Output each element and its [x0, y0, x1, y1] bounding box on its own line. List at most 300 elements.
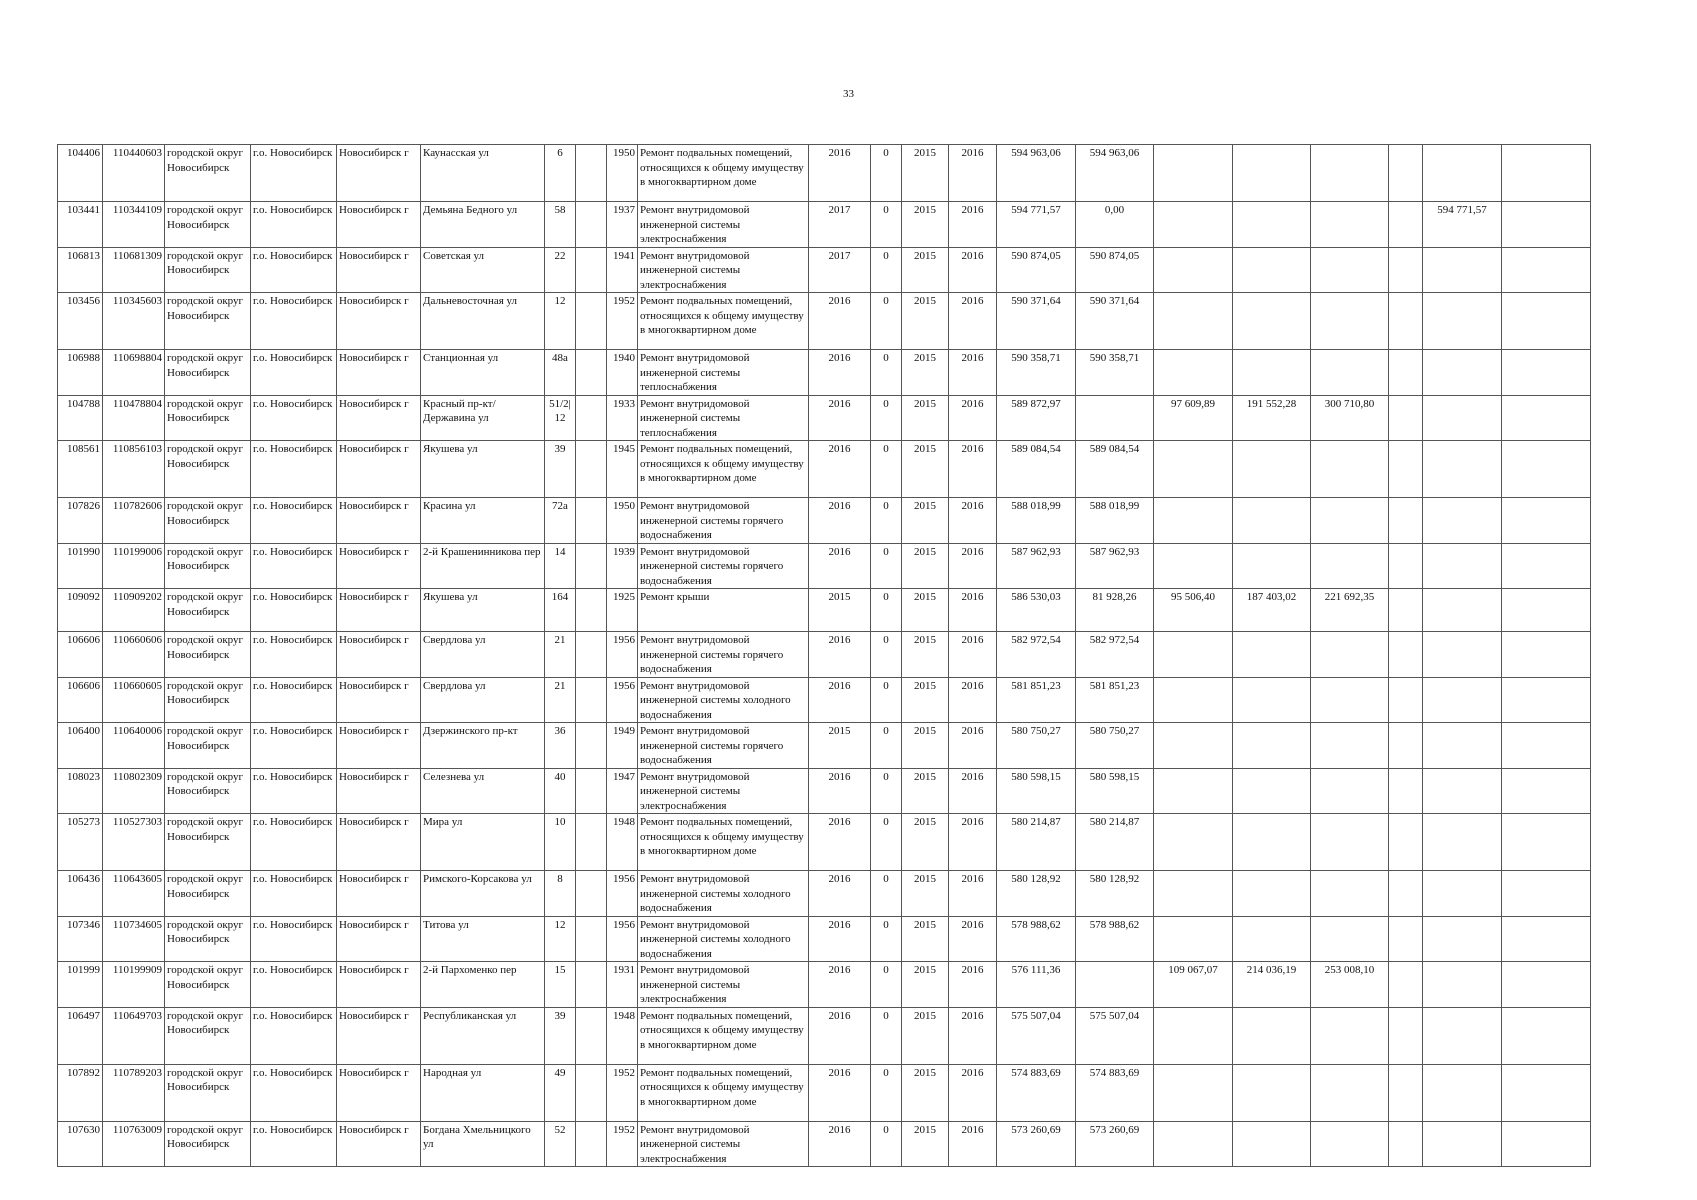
- cell-col-21: [1423, 145, 1502, 202]
- cell-col-10: Ремонт подвальных помещений, относящихся к общему имуществу в многоквартирном доме: [638, 1007, 809, 1064]
- cell-col-7: 36: [545, 723, 576, 769]
- cell-col-15: 580 750,27: [997, 723, 1076, 769]
- cell-col-11: 2016: [809, 1007, 871, 1064]
- cell-col-8: [576, 1007, 607, 1064]
- cell-col-11: 2016: [809, 293, 871, 350]
- cell-col-7: 21: [545, 677, 576, 723]
- cell-col-1: 107346: [58, 916, 103, 962]
- cell-col-7: 164: [545, 589, 576, 632]
- cell-col-17: [1154, 1064, 1233, 1121]
- cell-col-7: 52: [545, 1121, 576, 1167]
- cell-col-13: 2015: [902, 871, 949, 917]
- table-row: [58, 723, 1591, 769]
- cell-col-2: 110649703: [103, 1007, 165, 1064]
- cell-col-10: Ремонт внутридомовой инженерной системы горячего водоснабжения: [638, 543, 809, 589]
- cell-col-2: 110527303: [103, 814, 165, 871]
- cell-col-2: 110199006: [103, 543, 165, 589]
- cell-col-12: 0: [871, 871, 902, 917]
- cell-col-1: 108561: [58, 441, 103, 498]
- cell-col-1: 106606: [58, 632, 103, 678]
- table-row: [58, 871, 1591, 917]
- cell-col-5: Новосибирск г: [337, 247, 421, 293]
- cell-col-6: Римского-Корсакова ул: [421, 871, 545, 917]
- cell-col-13: 2015: [902, 962, 949, 1008]
- cell-col-22: [1502, 350, 1591, 396]
- cell-col-4: г.о. Новосибирск: [251, 247, 337, 293]
- cell-col-15: 581 851,23: [997, 677, 1076, 723]
- cell-col-4: г.о. Новосибирск: [251, 543, 337, 589]
- cell-col-8: [576, 589, 607, 632]
- cell-col-19: [1311, 441, 1389, 498]
- cell-col-19: [1311, 247, 1389, 293]
- cell-col-17: [1154, 1007, 1233, 1064]
- cell-col-10: Ремонт внутридомовой инженерной системы горячего водоснабжения: [638, 498, 809, 544]
- cell-col-2: 110643605: [103, 871, 165, 917]
- cell-col-2: 110640006: [103, 723, 165, 769]
- cell-col-15: 582 972,54: [997, 632, 1076, 678]
- cell-col-15: 580 214,87: [997, 814, 1076, 871]
- cell-col-11: 2016: [809, 632, 871, 678]
- cell-col-11: 2015: [809, 589, 871, 632]
- cell-col-19: 221 692,35: [1311, 589, 1389, 632]
- cell-col-17: [1154, 145, 1233, 202]
- cell-col-18: [1233, 247, 1311, 293]
- cell-col-10: Ремонт подвальных помещений, относящихся к общему имуществу в многоквартирном доме: [638, 441, 809, 498]
- cell-col-12: 0: [871, 498, 902, 544]
- cell-col-4: г.о. Новосибирск: [251, 632, 337, 678]
- cell-col-20: [1389, 962, 1423, 1008]
- cell-col-4: г.о. Новосибирск: [251, 1121, 337, 1167]
- table-row: [58, 293, 1591, 350]
- cell-col-15: 575 507,04: [997, 1007, 1076, 1064]
- cell-col-4: г.о. Новосибирск: [251, 871, 337, 917]
- cell-col-9: 1925: [607, 589, 638, 632]
- cell-col-15: 589 084,54: [997, 441, 1076, 498]
- cell-col-9: 1956: [607, 632, 638, 678]
- cell-col-16: [1076, 395, 1154, 441]
- table-row: [58, 916, 1591, 962]
- cell-col-15: 594 963,06: [997, 145, 1076, 202]
- cell-col-17: 95 506,40: [1154, 589, 1233, 632]
- cell-col-4: г.о. Новосибирск: [251, 145, 337, 202]
- cell-col-17: [1154, 814, 1233, 871]
- cell-col-7: 72а: [545, 498, 576, 544]
- cell-col-22: [1502, 871, 1591, 917]
- cell-col-18: 187 403,02: [1233, 589, 1311, 632]
- cell-col-9: 1940: [607, 350, 638, 396]
- cell-col-13: 2015: [902, 814, 949, 871]
- cell-col-6: Красный пр-кт/Державина ул: [421, 395, 545, 441]
- cell-col-21: [1423, 916, 1502, 962]
- cell-col-20: [1389, 814, 1423, 871]
- cell-col-11: 2016: [809, 350, 871, 396]
- cell-col-9: 1949: [607, 723, 638, 769]
- cell-col-6: Республиканская ул: [421, 1007, 545, 1064]
- cell-col-3: городской округ Новосибирск: [165, 543, 251, 589]
- cell-col-21: [1423, 498, 1502, 544]
- cell-col-9: 1939: [607, 543, 638, 589]
- cell-col-12: 0: [871, 202, 902, 248]
- cell-col-17: [1154, 350, 1233, 396]
- cell-col-4: г.о. Новосибирск: [251, 441, 337, 498]
- cell-col-17: [1154, 202, 1233, 248]
- cell-col-8: [576, 350, 607, 396]
- cell-col-20: [1389, 543, 1423, 589]
- cell-col-4: г.о. Новосибирск: [251, 723, 337, 769]
- cell-col-20: [1389, 768, 1423, 814]
- cell-col-4: г.о. Новосибирск: [251, 202, 337, 248]
- cell-col-14: 2016: [949, 543, 997, 589]
- cell-col-14: 2016: [949, 1121, 997, 1167]
- cell-col-22: [1502, 677, 1591, 723]
- cell-col-11: 2016: [809, 768, 871, 814]
- cell-col-15: 578 988,62: [997, 916, 1076, 962]
- cell-col-12: 0: [871, 723, 902, 769]
- cell-col-15: 580 598,15: [997, 768, 1076, 814]
- cell-col-2: 110478804: [103, 395, 165, 441]
- cell-col-7: 10: [545, 814, 576, 871]
- cell-col-15: 590 358,71: [997, 350, 1076, 396]
- cell-col-1: 104788: [58, 395, 103, 441]
- cell-col-19: [1311, 1007, 1389, 1064]
- cell-col-22: [1502, 202, 1591, 248]
- cell-col-11: 2016: [809, 1064, 871, 1121]
- cell-col-12: 0: [871, 1121, 902, 1167]
- cell-col-9: 1950: [607, 498, 638, 544]
- table-row: [58, 543, 1591, 589]
- cell-col-7: 8: [545, 871, 576, 917]
- cell-col-17: [1154, 441, 1233, 498]
- cell-col-17: [1154, 543, 1233, 589]
- cell-col-7: 6: [545, 145, 576, 202]
- cell-col-16: 587 962,93: [1076, 543, 1154, 589]
- cell-col-14: 2016: [949, 632, 997, 678]
- cell-col-16: 573 260,69: [1076, 1121, 1154, 1167]
- cell-col-12: 0: [871, 768, 902, 814]
- cell-col-9: 1937: [607, 202, 638, 248]
- cell-col-2: 110782606: [103, 498, 165, 544]
- cell-col-12: 0: [871, 350, 902, 396]
- table-row: [58, 1121, 1591, 1167]
- cell-col-10: Ремонт подвальных помещений, относящихся к общему имуществу в многоквартирном доме: [638, 145, 809, 202]
- cell-col-3: городской округ Новосибирск: [165, 1007, 251, 1064]
- cell-col-9: 1952: [607, 1121, 638, 1167]
- cell-col-1: 106988: [58, 350, 103, 396]
- cell-col-16: 580 128,92: [1076, 871, 1154, 917]
- table-row: [58, 1007, 1591, 1064]
- cell-col-19: [1311, 677, 1389, 723]
- cell-col-20: [1389, 723, 1423, 769]
- cell-col-11: 2016: [809, 871, 871, 917]
- cell-col-20: [1389, 916, 1423, 962]
- cell-col-5: Новосибирск г: [337, 962, 421, 1008]
- cell-col-18: [1233, 441, 1311, 498]
- cell-col-6: Мира ул: [421, 814, 545, 871]
- cell-col-8: [576, 498, 607, 544]
- cell-col-5: Новосибирск г: [337, 589, 421, 632]
- cell-col-14: 2016: [949, 441, 997, 498]
- cell-col-6: Дзержинского пр-кт: [421, 723, 545, 769]
- cell-col-18: [1233, 293, 1311, 350]
- cell-col-13: 2015: [902, 293, 949, 350]
- cell-col-19: [1311, 768, 1389, 814]
- cell-col-19: [1311, 293, 1389, 350]
- cell-col-17: 97 609,89: [1154, 395, 1233, 441]
- cell-col-10: Ремонт внутридомовой инженерной системы электроснабжения: [638, 202, 809, 248]
- cell-col-2: 110440603: [103, 145, 165, 202]
- cell-col-20: [1389, 145, 1423, 202]
- cell-col-22: [1502, 1064, 1591, 1121]
- cell-col-22: [1502, 723, 1591, 769]
- cell-col-12: 0: [871, 916, 902, 962]
- cell-col-19: 300 710,80: [1311, 395, 1389, 441]
- cell-col-22: [1502, 1121, 1591, 1167]
- cell-col-6: Советская ул: [421, 247, 545, 293]
- cell-col-14: 2016: [949, 350, 997, 396]
- cell-col-10: Ремонт внутридомовой инженерной системы электроснабжения: [638, 247, 809, 293]
- cell-col-11: 2016: [809, 498, 871, 544]
- cell-col-3: городской округ Новосибирск: [165, 871, 251, 917]
- cell-col-9: 1948: [607, 1007, 638, 1064]
- cell-col-6: Каунасская ул: [421, 145, 545, 202]
- cell-col-6: 2-й Пархоменко пер: [421, 962, 545, 1008]
- cell-col-5: Новосибирск г: [337, 1064, 421, 1121]
- cell-col-1: 106606: [58, 677, 103, 723]
- cell-col-7: 12: [545, 293, 576, 350]
- cell-col-4: г.о. Новосибирск: [251, 768, 337, 814]
- cell-col-12: 0: [871, 589, 902, 632]
- cell-col-14: 2016: [949, 589, 997, 632]
- cell-col-12: 0: [871, 1064, 902, 1121]
- cell-col-13: 2015: [902, 677, 949, 723]
- cell-col-10: Ремонт подвальных помещений, относящихся к общему имуществу в многоквартирном доме: [638, 293, 809, 350]
- cell-col-14: 2016: [949, 498, 997, 544]
- cell-col-3: городской округ Новосибирск: [165, 247, 251, 293]
- cell-col-3: городской округ Новосибирск: [165, 1064, 251, 1121]
- table-row: [58, 632, 1591, 678]
- cell-col-2: 110789203: [103, 1064, 165, 1121]
- cell-col-8: [576, 145, 607, 202]
- cell-col-16: 0,00: [1076, 202, 1154, 248]
- cell-col-20: [1389, 498, 1423, 544]
- cell-col-12: 0: [871, 962, 902, 1008]
- cell-col-10: Ремонт внутридомовой инженерной системы теплоснабжения: [638, 395, 809, 441]
- cell-col-7: 51/2|12: [545, 395, 576, 441]
- cell-col-6: Дальневосточная ул: [421, 293, 545, 350]
- repair-registry-table: [57, 144, 1591, 1167]
- cell-col-8: [576, 293, 607, 350]
- table-row: [58, 350, 1591, 396]
- cell-col-18: [1233, 202, 1311, 248]
- cell-col-11: 2016: [809, 543, 871, 589]
- cell-col-7: 21: [545, 632, 576, 678]
- cell-col-9: 1956: [607, 916, 638, 962]
- cell-col-15: 573 260,69: [997, 1121, 1076, 1167]
- cell-col-11: 2015: [809, 723, 871, 769]
- cell-col-2: 110345603: [103, 293, 165, 350]
- cell-col-21: [1423, 677, 1502, 723]
- cell-col-4: г.о. Новосибирск: [251, 677, 337, 723]
- cell-col-1: 106400: [58, 723, 103, 769]
- cell-col-9: 1956: [607, 677, 638, 723]
- cell-col-8: [576, 543, 607, 589]
- cell-col-9: 1941: [607, 247, 638, 293]
- table-row: [58, 202, 1591, 248]
- cell-col-19: [1311, 632, 1389, 678]
- cell-col-3: городской округ Новосибирск: [165, 1121, 251, 1167]
- cell-col-20: [1389, 395, 1423, 441]
- cell-col-5: Новосибирск г: [337, 677, 421, 723]
- cell-col-17: [1154, 677, 1233, 723]
- cell-col-20: [1389, 1007, 1423, 1064]
- cell-col-5: Новосибирск г: [337, 871, 421, 917]
- table-row: [58, 441, 1591, 498]
- cell-col-3: городской округ Новосибирск: [165, 589, 251, 632]
- cell-col-18: [1233, 814, 1311, 871]
- cell-col-1: 107892: [58, 1064, 103, 1121]
- cell-col-22: [1502, 247, 1591, 293]
- cell-col-9: 1956: [607, 871, 638, 917]
- cell-col-19: [1311, 871, 1389, 917]
- cell-col-13: 2015: [902, 543, 949, 589]
- cell-col-18: [1233, 916, 1311, 962]
- cell-col-14: 2016: [949, 814, 997, 871]
- cell-col-13: 2015: [902, 395, 949, 441]
- cell-col-19: [1311, 202, 1389, 248]
- cell-col-9: 1931: [607, 962, 638, 1008]
- cell-col-16: 594 963,06: [1076, 145, 1154, 202]
- cell-col-9: 1952: [607, 293, 638, 350]
- cell-col-13: 2015: [902, 632, 949, 678]
- cell-col-21: [1423, 589, 1502, 632]
- table-row: [58, 962, 1591, 1008]
- cell-col-5: Новосибирск г: [337, 202, 421, 248]
- cell-col-16: 590 874,05: [1076, 247, 1154, 293]
- cell-col-22: [1502, 814, 1591, 871]
- cell-col-22: [1502, 395, 1591, 441]
- cell-col-20: [1389, 1064, 1423, 1121]
- cell-col-19: [1311, 498, 1389, 544]
- cell-col-8: [576, 916, 607, 962]
- cell-col-22: [1502, 962, 1591, 1008]
- cell-col-11: 2016: [809, 962, 871, 1008]
- cell-col-13: 2015: [902, 768, 949, 814]
- cell-col-14: 2016: [949, 145, 997, 202]
- cell-col-19: [1311, 916, 1389, 962]
- cell-col-6: Якушева ул: [421, 589, 545, 632]
- cell-col-22: [1502, 498, 1591, 544]
- cell-col-8: [576, 202, 607, 248]
- cell-col-4: г.о. Новосибирск: [251, 1007, 337, 1064]
- cell-col-5: Новосибирск г: [337, 350, 421, 396]
- cell-col-16: 580 214,87: [1076, 814, 1154, 871]
- cell-col-13: 2015: [902, 145, 949, 202]
- cell-col-4: г.о. Новосибирск: [251, 814, 337, 871]
- cell-col-16: 581 851,23: [1076, 677, 1154, 723]
- cell-col-14: 2016: [949, 723, 997, 769]
- cell-col-1: 103441: [58, 202, 103, 248]
- cell-col-4: г.о. Новосибирск: [251, 498, 337, 544]
- cell-col-3: городской округ Новосибирск: [165, 768, 251, 814]
- cell-col-5: Новосибирск г: [337, 543, 421, 589]
- cell-col-1: 107826: [58, 498, 103, 544]
- cell-col-8: [576, 814, 607, 871]
- cell-col-8: [576, 962, 607, 1008]
- cell-col-11: 2016: [809, 916, 871, 962]
- cell-col-8: [576, 247, 607, 293]
- cell-col-11: 2016: [809, 145, 871, 202]
- cell-col-17: [1154, 916, 1233, 962]
- cell-col-16: 580 598,15: [1076, 768, 1154, 814]
- cell-col-9: 1948: [607, 814, 638, 871]
- cell-col-18: [1233, 677, 1311, 723]
- cell-col-8: [576, 1064, 607, 1121]
- cell-col-21: [1423, 1121, 1502, 1167]
- cell-col-6: Якушева ул: [421, 441, 545, 498]
- cell-col-5: Новосибирск г: [337, 145, 421, 202]
- cell-col-18: 191 552,28: [1233, 395, 1311, 441]
- cell-col-7: 40: [545, 768, 576, 814]
- cell-col-5: Новосибирск г: [337, 1121, 421, 1167]
- cell-col-18: [1233, 350, 1311, 396]
- cell-col-7: 15: [545, 962, 576, 1008]
- cell-col-19: [1311, 1064, 1389, 1121]
- cell-col-3: городской округ Новосибирск: [165, 202, 251, 248]
- cell-col-16: 582 972,54: [1076, 632, 1154, 678]
- cell-col-6: Демьяна Бедного ул: [421, 202, 545, 248]
- cell-col-2: 110660605: [103, 677, 165, 723]
- cell-col-22: [1502, 543, 1591, 589]
- cell-col-11: 2016: [809, 814, 871, 871]
- cell-col-12: 0: [871, 395, 902, 441]
- cell-col-18: [1233, 498, 1311, 544]
- cell-col-3: городской округ Новосибирск: [165, 350, 251, 396]
- cell-col-3: городской округ Новосибирск: [165, 723, 251, 769]
- cell-col-18: [1233, 1121, 1311, 1167]
- cell-col-1: 101990: [58, 543, 103, 589]
- cell-col-2: 110763009: [103, 1121, 165, 1167]
- cell-col-3: городской округ Новосибирск: [165, 632, 251, 678]
- cell-col-20: [1389, 202, 1423, 248]
- cell-col-22: [1502, 293, 1591, 350]
- table-row: [58, 247, 1591, 293]
- cell-col-7: 39: [545, 1007, 576, 1064]
- cell-col-21: [1423, 814, 1502, 871]
- cell-col-8: [576, 723, 607, 769]
- cell-col-12: 0: [871, 677, 902, 723]
- cell-col-7: 58: [545, 202, 576, 248]
- cell-col-21: 594 771,57: [1423, 202, 1502, 248]
- cell-col-19: [1311, 1121, 1389, 1167]
- cell-col-3: городской округ Новосибирск: [165, 145, 251, 202]
- cell-col-10: Ремонт крыши: [638, 589, 809, 632]
- cell-col-17: [1154, 247, 1233, 293]
- cell-col-13: 2015: [902, 498, 949, 544]
- cell-col-20: [1389, 871, 1423, 917]
- cell-col-6: Титова ул: [421, 916, 545, 962]
- cell-col-22: [1502, 916, 1591, 962]
- cell-col-13: 2015: [902, 916, 949, 962]
- cell-col-15: 580 128,92: [997, 871, 1076, 917]
- cell-col-14: 2016: [949, 247, 997, 293]
- cell-col-2: 110199909: [103, 962, 165, 1008]
- cell-col-11: 2016: [809, 677, 871, 723]
- cell-col-17: [1154, 1121, 1233, 1167]
- cell-col-5: Новосибирск г: [337, 768, 421, 814]
- cell-col-21: [1423, 768, 1502, 814]
- table-row: [58, 814, 1591, 871]
- cell-col-13: 2015: [902, 723, 949, 769]
